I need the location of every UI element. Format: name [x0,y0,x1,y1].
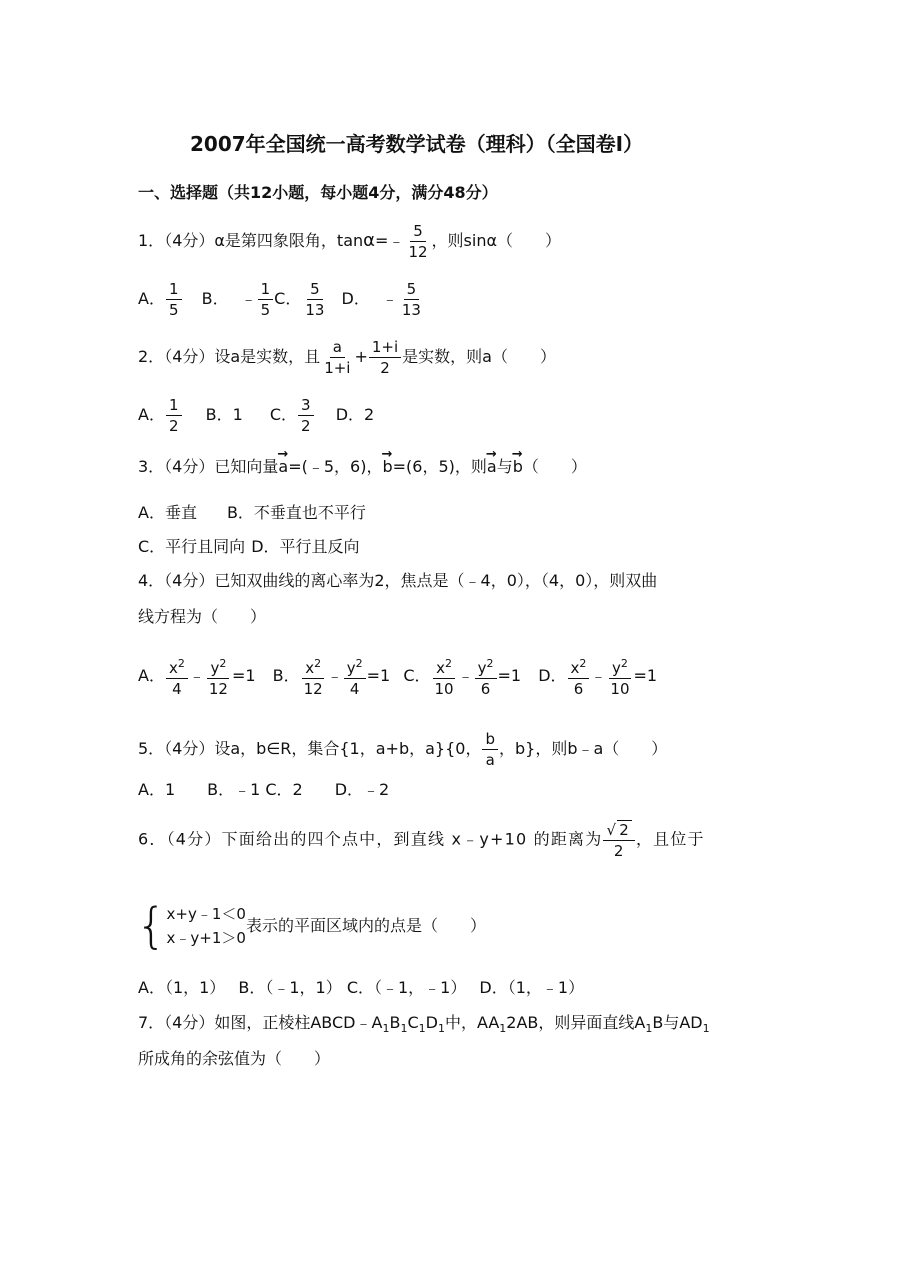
question-6-options: A．（1，1） B．（﹣1，1） C．（﹣1，﹣1） D．（1，﹣1） [138,978,585,997]
vector-a: → a [278,456,288,478]
question-7-line-2: 所成角的余弦值为（ ） [138,1049,331,1068]
section-heading: 一、选择题（共12小题，每小题4分，满分48分） [138,183,498,202]
question-4-options: A． $\frac{x^2}{4}$ ﹣ $\frac{y^2}{12}$ =1 B． $\frac{x^2}{12}$ ﹣ $\frac{y^2}{4}$ =1 C． $\frac{x^2}{10}$ ﹣ $\frac{y^2}{6}$ =1 D． $\frac{x^2}{6}$ ﹣ $\frac{y^2}{10}$ =1 [138,657,658,698]
question-1: 1．（4分）α是第四象限角，tanα=﹣ $\frac{5}{12}$ ，则sinα（ ） [138,222,562,261]
question-5-options: A．1 B．﹣1 C．2 D．﹣2 [138,780,390,799]
question-3-options-2: C．平行且同向 D．平行且反向 [138,537,360,556]
question-5: 5．（4分）设a，b∈R，集合{1，a+b，a}{0， $\frac{b}{a}$ ，b}，则b﹣a（ ） [138,730,668,769]
question-3: 3．（4分）已知向量→ a=(﹣5，6)，→ b=(6，5)，则→ a与→ b（ ） [138,456,587,478]
question-6-system: { x+y﹣1＜0 x﹣y+1＞0 表示的平面区域内的点是（ ） [136,898,486,954]
question-1-options: A． $\frac{1}{5}$ B． ﹣ $\frac{1}{5}$ C． $\frac{5}{13}$ D． ﹣ $\frac{5}{13}$ [138,280,421,319]
vector-b: → b [382,456,392,478]
question-4-line-1: 4．（4分）已知双曲线的离心率为2，焦点是（﹣4，0），（4，0），则双曲 [138,571,658,590]
question-3-options-1: A．垂直 B．不垂直也不平行 [138,503,366,522]
question-4-line-2: 线方程为（ ） [138,607,267,626]
question-7: 7．（4分）如图，正棱柱$ABCD﹣A_1B_1C_1D_1$中，$AA_12AB$，则异面直线$A_1B$与$AD_1$ [138,1013,710,1036]
fraction: $\frac{5}{12}$ [408,222,428,261]
question-6: 6．（4分）下面给出的四个点中，到直线 x﹣y+10 的距离为 $\frac{√ 2}{2}$ ，且位于 [138,821,705,860]
question-2-options: A． $\frac{1}{2}$ B．1 C． $\frac{3}{2}$ D．2 [138,396,375,435]
page-title: 2007年全国统一高考数学试卷（理科）（全国卷Ⅰ） [190,132,644,156]
question-2: 2．（4分）设a是实数，且 $\frac{a}{1+i}$ + $\frac{1+i}{2}$ 是实数，则a（ ） [138,338,556,377]
